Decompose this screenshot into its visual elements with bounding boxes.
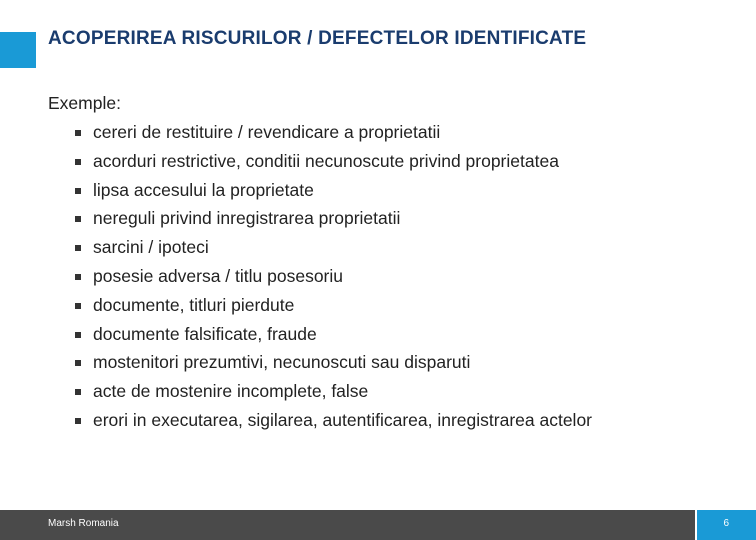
slide-title: ACOPERIREA RISCURILOR / DEFECTELOR IDENTIFICATE xyxy=(48,28,587,49)
list-item-text: lipsa accesului la proprietate xyxy=(93,179,314,200)
list-item-text: documente falsificate, fraude xyxy=(93,323,317,344)
list-item xyxy=(75,233,592,262)
square-bullet-icon xyxy=(75,188,81,194)
list-item xyxy=(75,348,592,377)
footer-company-name: Marsh Romania xyxy=(48,518,119,529)
list-item xyxy=(75,320,592,349)
list-item xyxy=(75,204,592,233)
footer-bar xyxy=(0,510,756,540)
square-bullet-icon xyxy=(75,332,81,338)
page-number: 6 xyxy=(723,518,729,529)
square-bullet-icon xyxy=(75,245,81,251)
list-item xyxy=(75,147,592,176)
list-item xyxy=(75,406,592,435)
square-bullet-icon xyxy=(75,159,81,165)
list-item-text: documente, titluri pierdute xyxy=(93,294,295,315)
list-item xyxy=(75,377,592,406)
list-item xyxy=(75,262,592,291)
square-bullet-icon xyxy=(75,216,81,222)
square-bullet-icon xyxy=(75,389,81,395)
slide-content xyxy=(48,92,592,435)
bullet-list xyxy=(48,118,592,435)
square-bullet-icon xyxy=(75,418,81,424)
list-item-text: sarcini / ipoteci xyxy=(93,237,209,258)
list-item-text: cereri de restituire / revendicare a proprietatii xyxy=(93,122,441,142)
list-item-text: posesie adversa / titlu posesoriu xyxy=(93,265,343,286)
list-item xyxy=(75,176,592,205)
square-bullet-icon xyxy=(75,303,81,309)
list-item-text: acorduri restrictive, conditii necunoscute privind proprietatea xyxy=(93,150,559,171)
list-item-text: acte de mostenire incomplete, false xyxy=(93,381,369,402)
list-item xyxy=(75,118,592,147)
intro-label: Exemple: xyxy=(48,93,121,113)
list-item-text: nereguli privind inregistrarea proprietatii xyxy=(93,208,401,229)
square-bullet-icon xyxy=(75,360,81,366)
page-number-box xyxy=(695,510,756,540)
list-item xyxy=(75,291,592,320)
square-bullet-icon xyxy=(75,274,81,280)
list-item-text: erori in executarea, sigilarea, autentificarea, inregistrarea actelor xyxy=(93,409,593,430)
list-item-text: mostenitori prezumtivi, necunoscuti sau disparuti xyxy=(93,352,471,373)
square-bullet-icon xyxy=(75,130,81,136)
title-accent-block xyxy=(0,32,36,68)
